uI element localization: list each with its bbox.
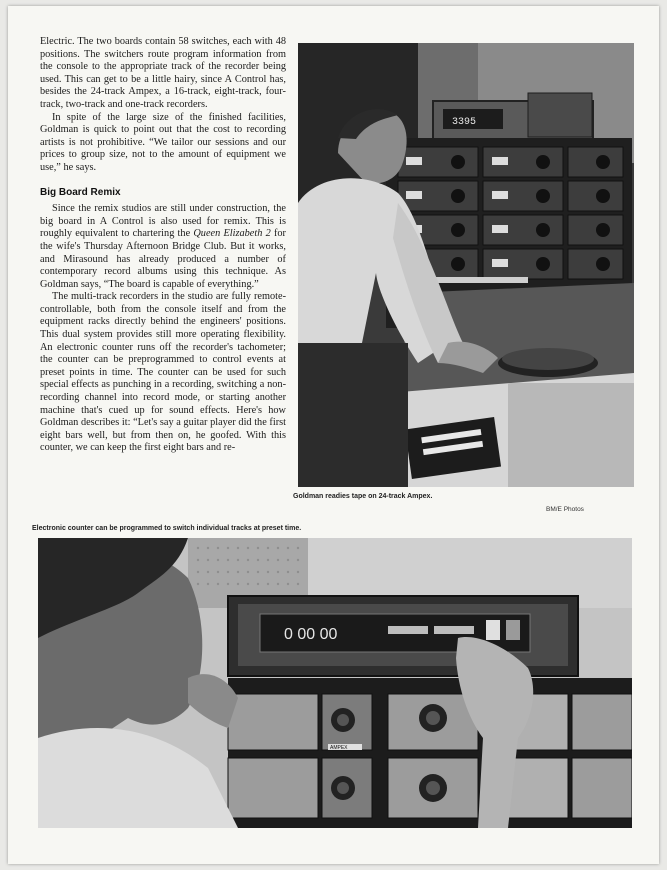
text-run: for the wife's Thursday Afternoon Bridge Club. But it works, and Mirasound has already produced a number of contemporary record albums using this technique. As Goldman says, “The board is capable of everything.”	[40, 228, 286, 290]
article-paragraph: Electric. The two boards contain 58 switches, each with 48 positions. The switchers route program information from the console to the appropriate track of the recorder being used. This can get to be a little hairy, since A Control has, besides the 24-track Ampex, a 16-track, eight-track, four-track, two-track and one-track recorders.	[40, 36, 286, 110]
photo-tape-machine	[298, 43, 634, 487]
magazine-page	[8, 6, 659, 864]
photo-tape-machine-illustration	[298, 43, 634, 487]
ampex-label: AMPEX	[330, 745, 348, 751]
counter-digits: 0 00 00	[284, 626, 338, 643]
photo-electronic-counter	[38, 538, 632, 828]
photo-credit: BM/E Photos	[546, 506, 584, 513]
photo-electronic-counter-illustration	[38, 538, 632, 828]
article-column	[40, 36, 286, 455]
article-paragraph	[40, 203, 286, 291]
section-heading: Big Board Remix	[40, 186, 121, 198]
text-run: Since the remix studios are still under construction, the big board in A Control is also used for remix. This is roughly equivalent to chartering the	[40, 203, 286, 240]
tape-counter-display: 3395	[452, 117, 477, 128]
photo2-caption: Electronic counter can be programmed to switch individual tracks at preset time.	[32, 525, 302, 532]
italic-title: Queen Elizabeth 2	[193, 228, 271, 240]
photo1-caption: Goldman readies tape on 24-track Ampex.	[293, 493, 433, 500]
article-paragraph: The multi-track recorders in the studio are fully remote-controllable, both from the console itself and from the equipment racks directly behind the engineers' positions. This dual system provides still more operating flexibility. An electronic counter runs off the recorder's tachometer; the counter can be preprogrammed to control events at preset points in time. The counter can be used for such special effects as punching in a recording, switching a non-recording channel into record mode, or starting another machine that's cued up for sound effects. Here's how Goldman describes it: “Let's say a guitar player did the first eight bars well, but from then on, he goofed. With this counter, we can keep the first eight bars and re-	[40, 291, 286, 454]
article-paragraph: In spite of the large size of the finished facilities, Goldman is quick to point out that the cost to recording artists is not prohibitive. “We tailor our sessions and our prices to group size, not to the amount of equipment we use,” he says.	[40, 111, 286, 173]
